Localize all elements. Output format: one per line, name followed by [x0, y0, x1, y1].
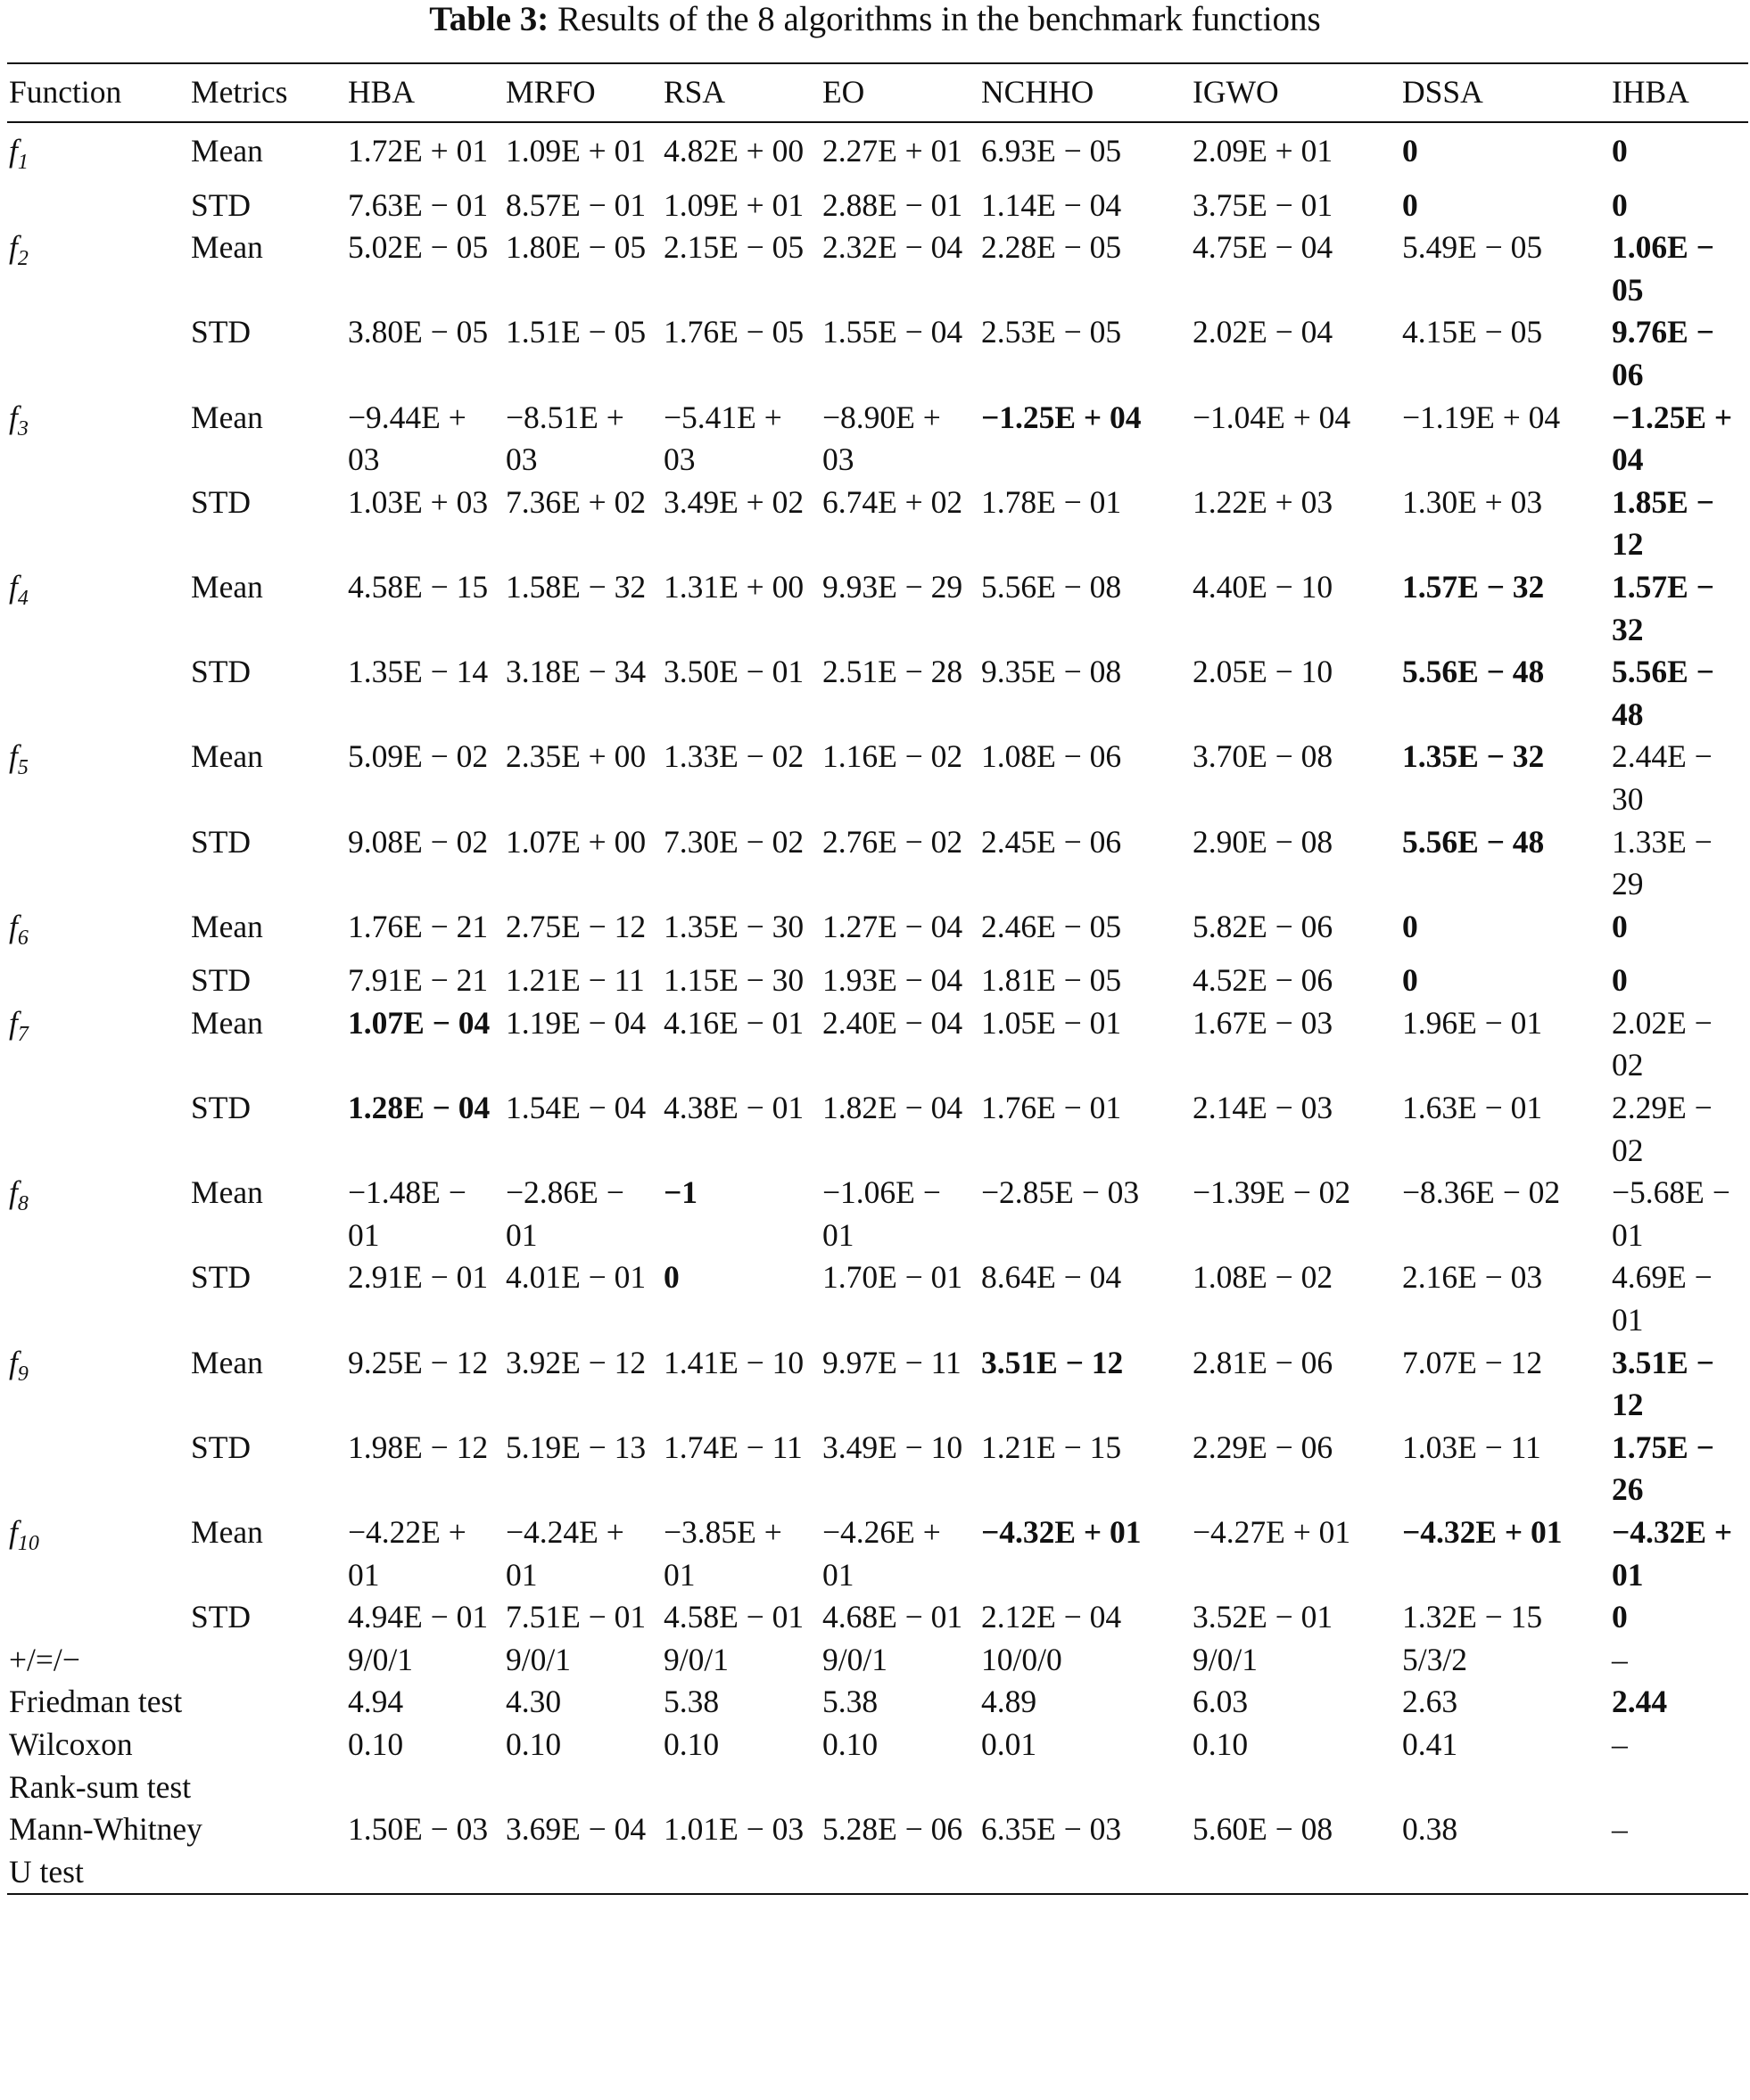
value-cell-mrfo: 2.75E − 12 — [506, 908, 647, 944]
summary-value-ihba: 2.44 — [1612, 1684, 1668, 1720]
function-index: 7 — [17, 1022, 29, 1046]
value-cell-dssa: 1.30E + 03 — [1402, 483, 1543, 520]
function-index: 3 — [17, 416, 29, 441]
metric-cell: Mean — [191, 1344, 263, 1380]
value-cell-mrfo: 1.19E − 04 — [506, 1004, 647, 1041]
value-cell-mrfo: 1.09E + 01 — [506, 133, 647, 169]
function-symbol: f — [9, 133, 18, 169]
value-cell-eo: 2.40E − 04 — [822, 1004, 963, 1041]
metric-cell: Mean — [191, 908, 263, 944]
value-cell-ihba: 0 — [1612, 962, 1628, 999]
value-cell-hba: 7.63E − 01 — [348, 186, 489, 223]
value-cell-eo: 9.97E − 11 — [822, 1344, 962, 1380]
value-cell-ihba: −4.32E + 01 — [1612, 1514, 1733, 1593]
value-cell-igwo: 4.52E − 06 — [1193, 962, 1333, 999]
table-row — [7, 185, 1748, 227]
value-cell-rsa: 1.15E − 30 — [664, 962, 805, 999]
function-symbol: f — [9, 1004, 18, 1041]
value-cell-mrfo: 5.19E − 13 — [506, 1429, 647, 1465]
value-cell-dssa: 2.16E − 03 — [1402, 1259, 1543, 1296]
value-cell-nchho: 2.28E − 05 — [981, 229, 1122, 266]
function-index: 10 — [17, 1532, 39, 1555]
summary-label: +/=/− — [9, 1641, 80, 1677]
value-cell-ihba: 1.57E − 32 — [1612, 568, 1714, 647]
summary-value-nchho: 10/0/0 — [981, 1641, 1062, 1677]
table-row — [7, 122, 1748, 185]
value-cell-nchho: 2.45E − 06 — [981, 823, 1122, 860]
value-cell-nchho: −1.25E + 04 — [981, 399, 1142, 435]
value-cell-rsa: 1.09E + 01 — [664, 186, 805, 223]
table-row — [7, 651, 1748, 736]
value-cell-igwo: 5.82E − 06 — [1193, 908, 1333, 944]
value-cell-igwo: 4.75E − 04 — [1193, 229, 1333, 266]
value-cell-eo: 1.82E − 04 — [822, 1090, 963, 1126]
summary-value-igwo: 6.03 — [1193, 1684, 1249, 1720]
value-cell-rsa: 2.15E − 05 — [664, 229, 805, 266]
value-cell-ihba: 1.33E − 29 — [1612, 823, 1713, 902]
table-caption-text: Results of the 8 algorithms in the benchmark functions — [557, 0, 1321, 38]
metric-cell: STD — [191, 1429, 252, 1465]
value-cell-hba: 1.72E + 01 — [348, 133, 489, 169]
value-cell-nchho: 8.64E − 04 — [981, 1259, 1122, 1296]
table-row — [7, 226, 1748, 311]
function-cell — [7, 1427, 189, 1511]
value-cell-igwo: −1.39E − 02 — [1193, 1174, 1351, 1211]
value-cell-rsa: 1.35E − 30 — [664, 908, 805, 944]
metric-cell: STD — [191, 1599, 252, 1635]
metric-cell: Mean — [191, 133, 263, 169]
summary-value-ihba: – — [1612, 1725, 1628, 1762]
value-cell-igwo: 2.29E − 06 — [1193, 1429, 1333, 1465]
function-index: 1 — [17, 151, 29, 174]
function-symbol: f — [9, 908, 18, 944]
value-cell-nchho: 1.81E − 05 — [981, 962, 1122, 999]
value-cell-dssa: −8.36E − 02 — [1402, 1174, 1561, 1211]
value-cell-igwo: 1.22E + 03 — [1193, 483, 1333, 520]
metric-cell: STD — [191, 1090, 252, 1126]
summary-value-nchho: 0.01 — [981, 1725, 1037, 1762]
metric-cell: Mean — [191, 1514, 263, 1550]
value-cell-dssa: 1.57E − 32 — [1402, 568, 1545, 605]
summary-value-mrfo: 9/0/1 — [506, 1641, 571, 1677]
value-cell-ihba: 3.51E − 12 — [1612, 1344, 1714, 1423]
value-cell-igwo: 2.09E + 01 — [1193, 133, 1333, 169]
value-cell-eo: 1.93E − 04 — [822, 962, 963, 999]
summary-value-igwo: 9/0/1 — [1193, 1641, 1258, 1677]
summary-row — [7, 1639, 1748, 1682]
function-cell — [7, 566, 189, 651]
value-cell-eo: 1.55E − 04 — [822, 314, 963, 350]
value-cell-hba: 3.80E − 05 — [348, 314, 489, 350]
value-cell-rsa: 1.31E + 00 — [664, 568, 805, 605]
value-cell-nchho: 2.53E − 05 — [981, 314, 1122, 350]
metric-cell: STD — [191, 654, 252, 690]
metric-cell: Mean — [191, 738, 263, 775]
metric-cell: STD — [191, 823, 252, 860]
summary-value-mrfo: 0.10 — [506, 1725, 562, 1762]
function-cell — [7, 482, 189, 566]
metric-cell: Mean — [191, 568, 263, 605]
function-cell — [7, 1002, 189, 1087]
value-cell-hba: 9.08E − 02 — [348, 823, 489, 860]
value-cell-ihba: 1.75E − 26 — [1612, 1429, 1714, 1508]
value-cell-eo: −4.26E + 01 — [822, 1514, 941, 1593]
value-cell-ihba: 0 — [1612, 186, 1628, 223]
value-cell-rsa: 3.50E − 01 — [664, 654, 805, 690]
value-cell-nchho: 1.78E − 01 — [981, 483, 1122, 520]
value-cell-ihba: 2.44E − 30 — [1612, 738, 1713, 817]
value-cell-ihba: 5.56E − 48 — [1612, 654, 1714, 732]
value-cell-hba: 7.91E − 21 — [348, 962, 489, 999]
table-row — [7, 1172, 1748, 1256]
value-cell-nchho: 1.21E − 15 — [981, 1429, 1122, 1465]
value-cell-hba: 1.28E − 04 — [348, 1090, 491, 1126]
value-cell-rsa: −5.41E + 03 — [664, 399, 782, 478]
summary-value-eo: 5.28E − 06 — [822, 1811, 963, 1848]
value-cell-eo: 1.27E − 04 — [822, 908, 963, 944]
value-cell-ihba: −5.68E − 01 — [1612, 1174, 1730, 1253]
value-cell-rsa: 4.16E − 01 — [664, 1004, 805, 1041]
function-symbol: f — [9, 1174, 18, 1211]
summary-value-eo: 9/0/1 — [822, 1641, 887, 1677]
summary-label: Wilcoxon Rank-sum test — [9, 1725, 192, 1805]
summary-value-nchho: 4.89 — [981, 1684, 1037, 1720]
value-cell-rsa: 1.41E − 10 — [664, 1344, 805, 1380]
value-cell-mrfo: 3.92E − 12 — [506, 1344, 647, 1380]
value-cell-hba: 1.98E − 12 — [348, 1429, 489, 1465]
table-row — [7, 566, 1748, 651]
header-row — [7, 63, 1748, 122]
function-cell — [7, 122, 189, 185]
value-cell-hba: 1.07E − 04 — [348, 1004, 491, 1041]
value-cell-dssa: 1.32E − 15 — [1402, 1599, 1543, 1635]
function-cell — [7, 397, 189, 482]
table-body — [7, 122, 1748, 1894]
value-cell-igwo: 1.67E − 03 — [1193, 1004, 1333, 1041]
value-cell-eo: 6.74E + 02 — [822, 483, 963, 520]
value-cell-dssa: −4.32E + 01 — [1402, 1514, 1563, 1550]
value-cell-eo: −8.90E + 03 — [822, 399, 941, 478]
summary-value-dssa: 0.41 — [1402, 1725, 1458, 1762]
summary-value-dssa: 0.38 — [1402, 1811, 1458, 1848]
summary-value-hba: 9/0/1 — [348, 1641, 413, 1677]
summary-label: Mann-Whitney U test — [9, 1811, 202, 1890]
value-cell-mrfo: −4.24E + 01 — [506, 1514, 624, 1593]
value-cell-rsa: −3.85E + 01 — [664, 1514, 782, 1593]
value-cell-hba: −1.48E − 01 — [348, 1174, 466, 1253]
value-cell-nchho: 6.93E − 05 — [981, 133, 1122, 169]
value-cell-eo: 1.16E − 02 — [822, 738, 963, 775]
value-cell-hba: 4.94E − 01 — [348, 1599, 489, 1635]
value-cell-hba: −9.44E + 03 — [348, 399, 466, 478]
value-cell-eo: 2.51E − 28 — [822, 654, 963, 690]
function-symbol: f — [9, 1344, 18, 1380]
table-row — [7, 1256, 1748, 1341]
header-igwo: IGWO — [1193, 74, 1279, 111]
table-row — [7, 736, 1748, 820]
value-cell-dssa: 0 — [1402, 186, 1418, 223]
value-cell-mrfo: −8.51E + 03 — [506, 399, 624, 478]
value-cell-igwo: 2.05E − 10 — [1193, 654, 1333, 690]
summary-value-ihba: – — [1612, 1811, 1628, 1848]
table-caption-label: Table 3: — [429, 0, 549, 38]
function-cell — [7, 1342, 189, 1427]
value-cell-rsa: 0 — [664, 1259, 680, 1296]
function-cell — [7, 959, 189, 1002]
header-ihba: IHBA — [1612, 74, 1689, 111]
function-cell — [7, 1596, 189, 1639]
value-cell-igwo: 2.14E − 03 — [1193, 1090, 1333, 1126]
value-cell-dssa: 0 — [1402, 133, 1418, 169]
function-symbol: f — [9, 229, 18, 266]
value-cell-dssa: −1.19E + 04 — [1402, 399, 1561, 435]
value-cell-hba: 1.03E + 03 — [348, 483, 489, 520]
value-cell-mrfo: 1.80E − 05 — [506, 229, 647, 266]
value-cell-rsa: 7.30E − 02 — [664, 823, 805, 860]
table-caption — [0, 0, 1750, 43]
value-cell-dssa: 1.35E − 32 — [1402, 738, 1545, 775]
value-cell-nchho: −2.85E − 03 — [981, 1174, 1140, 1211]
summary-label: Friedman test — [9, 1684, 183, 1720]
value-cell-hba: 4.58E − 15 — [348, 568, 489, 605]
summary-value-mrfo: 3.69E − 04 — [506, 1811, 647, 1848]
value-cell-igwo: 2.81E − 06 — [1193, 1344, 1333, 1380]
value-cell-ihba: 0 — [1612, 908, 1628, 944]
value-cell-eo: 4.68E − 01 — [822, 1599, 963, 1635]
function-cell — [7, 906, 189, 960]
value-cell-nchho: 2.46E − 05 — [981, 908, 1122, 944]
value-cell-dssa: 1.03E − 11 — [1402, 1429, 1541, 1465]
value-cell-igwo: 4.40E − 10 — [1193, 568, 1333, 605]
value-cell-igwo: 3.52E − 01 — [1193, 1599, 1333, 1635]
value-cell-mrfo: 3.18E − 34 — [506, 654, 647, 690]
metric-cell: STD — [191, 1259, 252, 1296]
summary-value-eo: 0.10 — [822, 1725, 879, 1762]
value-cell-rsa: 1.74E − 11 — [664, 1429, 803, 1465]
value-cell-mrfo: 2.35E + 00 — [506, 738, 647, 775]
value-cell-nchho: 1.14E − 04 — [981, 186, 1122, 223]
value-cell-igwo: 1.08E − 02 — [1193, 1259, 1333, 1296]
value-cell-ihba: 1.85E − 12 — [1612, 483, 1714, 563]
function-symbol: f — [9, 399, 18, 435]
value-cell-rsa: 4.82E + 00 — [664, 133, 805, 169]
function-cell — [7, 1256, 189, 1341]
value-cell-igwo: 2.90E − 08 — [1193, 823, 1333, 860]
value-cell-hba: 1.76E − 21 — [348, 908, 489, 944]
header-mrfo: MRFO — [506, 74, 596, 111]
header-nchho: NCHHO — [981, 74, 1094, 111]
summary-value-mrfo: 4.30 — [506, 1684, 562, 1720]
value-cell-igwo: −1.04E + 04 — [1193, 399, 1351, 435]
value-cell-igwo: 3.70E − 08 — [1193, 738, 1333, 775]
function-symbol: f — [9, 568, 18, 605]
value-cell-ihba: 2.29E − 02 — [1612, 1090, 1713, 1168]
value-cell-rsa: −1 — [664, 1174, 698, 1211]
value-cell-igwo: 3.75E − 01 — [1193, 186, 1333, 223]
value-cell-mrfo: 1.54E − 04 — [506, 1090, 647, 1126]
value-cell-dssa: 1.96E − 01 — [1402, 1004, 1543, 1041]
metric-cell: Mean — [191, 229, 263, 266]
value-cell-ihba: 1.06E − 05 — [1612, 229, 1714, 308]
header-rsa: RSA — [664, 74, 726, 111]
value-cell-hba: 2.91E − 01 — [348, 1259, 489, 1296]
value-cell-hba: 5.02E − 05 — [348, 229, 489, 266]
value-cell-mrfo: 1.58E − 32 — [506, 568, 647, 605]
summary-value-hba: 1.50E − 03 — [348, 1811, 489, 1848]
value-cell-dssa: 5.56E − 48 — [1402, 654, 1545, 690]
value-cell-eo: −1.06E − 01 — [822, 1174, 941, 1253]
value-cell-dssa: 0 — [1402, 962, 1418, 999]
metric-cell: STD — [191, 962, 252, 999]
summary-row — [7, 1808, 1748, 1894]
value-cell-eo: 2.88E − 01 — [822, 186, 963, 223]
function-index: 8 — [17, 1192, 29, 1216]
summary-value-hba: 0.10 — [348, 1725, 404, 1762]
value-cell-rsa: 4.38E − 01 — [664, 1090, 805, 1126]
value-cell-nchho: 3.51E − 12 — [981, 1344, 1124, 1380]
value-cell-nchho: 9.35E − 08 — [981, 654, 1122, 690]
value-cell-ihba: −1.25E + 04 — [1612, 399, 1733, 478]
metric-cell: Mean — [191, 399, 263, 435]
value-cell-hba: −4.22E + 01 — [348, 1514, 466, 1593]
value-cell-nchho: 2.12E − 04 — [981, 1599, 1122, 1635]
value-cell-nchho: −4.32E + 01 — [981, 1514, 1142, 1550]
table-row — [7, 311, 1748, 396]
summary-value-hba: 4.94 — [348, 1684, 404, 1720]
summary-value-rsa: 0.10 — [664, 1725, 720, 1762]
value-cell-dssa: 0 — [1402, 908, 1418, 944]
summary-value-nchho: 6.35E − 03 — [981, 1811, 1122, 1848]
header-hba: HBA — [348, 74, 415, 111]
value-cell-mrfo: 4.01E − 01 — [506, 1259, 647, 1296]
summary-value-ihba: – — [1612, 1641, 1628, 1677]
function-index: 9 — [17, 1362, 29, 1386]
function-cell — [7, 1087, 189, 1172]
value-cell-mrfo: 8.57E − 01 — [506, 186, 647, 223]
value-cell-mrfo: −2.86E − 01 — [506, 1174, 624, 1253]
value-cell-hba: 1.35E − 14 — [348, 654, 489, 690]
table-row — [7, 1342, 1748, 1427]
value-cell-eo: 2.76E − 02 — [822, 823, 963, 860]
table-row — [7, 1596, 1748, 1639]
value-cell-ihba: 2.02E − 02 — [1612, 1004, 1713, 1083]
function-symbol: f — [9, 738, 18, 775]
summary-row — [7, 1681, 1748, 1724]
function-index: 6 — [17, 926, 29, 950]
value-cell-igwo: −4.27E + 01 — [1193, 1514, 1351, 1550]
function-cell — [7, 226, 189, 311]
summary-value-igwo: 0.10 — [1193, 1725, 1249, 1762]
summary-value-dssa: 5/3/2 — [1402, 1641, 1467, 1677]
metric-cell: Mean — [191, 1004, 263, 1041]
function-symbol: f — [9, 1514, 18, 1550]
function-cell — [7, 311, 189, 396]
summary-value-dssa: 2.63 — [1402, 1684, 1458, 1720]
summary-value-rsa: 9/0/1 — [664, 1641, 729, 1677]
function-index: 5 — [17, 756, 29, 780]
table-row — [7, 1427, 1748, 1511]
value-cell-mrfo: 1.21E − 11 — [506, 962, 645, 999]
function-index: 2 — [17, 247, 29, 271]
value-cell-rsa: 1.33E − 02 — [664, 738, 805, 775]
function-index: 4 — [17, 586, 29, 610]
function-cell — [7, 1172, 189, 1256]
value-cell-mrfo: 1.07E + 00 — [506, 823, 647, 860]
value-cell-dssa: 7.07E − 12 — [1402, 1344, 1543, 1380]
header-dssa: DSSA — [1402, 74, 1483, 111]
value-cell-mrfo: 7.36E + 02 — [506, 483, 647, 520]
value-cell-ihba: 4.69E − 01 — [1612, 1259, 1713, 1338]
value-cell-rsa: 4.58E − 01 — [664, 1599, 805, 1635]
value-cell-dssa: 5.49E − 05 — [1402, 229, 1543, 266]
value-cell-dssa: 4.15E − 05 — [1402, 314, 1543, 350]
value-cell-mrfo: 1.51E − 05 — [506, 314, 647, 350]
results-table — [7, 62, 1748, 1895]
value-cell-ihba: 9.76E − 06 — [1612, 314, 1714, 392]
value-cell-nchho: 1.08E − 06 — [981, 738, 1122, 775]
function-cell — [7, 651, 189, 736]
metric-cell: STD — [191, 186, 252, 223]
table-row — [7, 397, 1748, 482]
table-row — [7, 482, 1748, 566]
value-cell-eo: 2.27E + 01 — [822, 133, 963, 169]
value-cell-dssa: 5.56E − 48 — [1402, 823, 1545, 860]
table-row — [7, 1087, 1748, 1172]
metric-cell: STD — [191, 483, 252, 520]
value-cell-ihba: 0 — [1612, 1599, 1628, 1635]
summary-value-eo: 5.38 — [822, 1684, 879, 1720]
value-cell-eo: 1.70E − 01 — [822, 1259, 963, 1296]
summary-value-rsa: 5.38 — [664, 1684, 720, 1720]
table-row — [7, 1511, 1748, 1596]
value-cell-dssa: 1.63E − 01 — [1402, 1090, 1543, 1126]
summary-row — [7, 1724, 1748, 1808]
function-cell — [7, 821, 189, 906]
value-cell-ihba: 0 — [1612, 133, 1628, 169]
header-function: Function — [9, 74, 122, 111]
value-cell-eo: 2.32E − 04 — [822, 229, 963, 266]
summary-value-igwo: 5.60E − 08 — [1193, 1811, 1333, 1848]
function-cell — [7, 736, 189, 820]
header-metrics: Metrics — [191, 74, 288, 111]
value-cell-mrfo: 7.51E − 01 — [506, 1599, 647, 1635]
table-row — [7, 906, 1748, 960]
header-eo: EO — [822, 74, 865, 111]
metric-cell: STD — [191, 314, 252, 350]
value-cell-hba: 9.25E − 12 — [348, 1344, 489, 1380]
value-cell-eo: 9.93E − 29 — [822, 568, 963, 605]
metric-cell: Mean — [191, 1174, 263, 1211]
function-cell — [7, 185, 189, 227]
summary-value-rsa: 1.01E − 03 — [664, 1811, 805, 1848]
value-cell-rsa: 1.76E − 05 — [664, 314, 805, 350]
value-cell-nchho: 5.56E − 08 — [981, 568, 1122, 605]
value-cell-nchho: 1.05E − 01 — [981, 1004, 1122, 1041]
value-cell-rsa: 3.49E + 02 — [664, 483, 805, 520]
table-row — [7, 821, 1748, 906]
table-row — [7, 959, 1748, 1002]
function-cell — [7, 1511, 189, 1596]
value-cell-hba: 5.09E − 02 — [348, 738, 489, 775]
value-cell-eo: 3.49E − 10 — [822, 1429, 963, 1465]
value-cell-igwo: 2.02E − 04 — [1193, 314, 1333, 350]
table-row — [7, 1002, 1748, 1087]
value-cell-nchho: 1.76E − 01 — [981, 1090, 1122, 1126]
